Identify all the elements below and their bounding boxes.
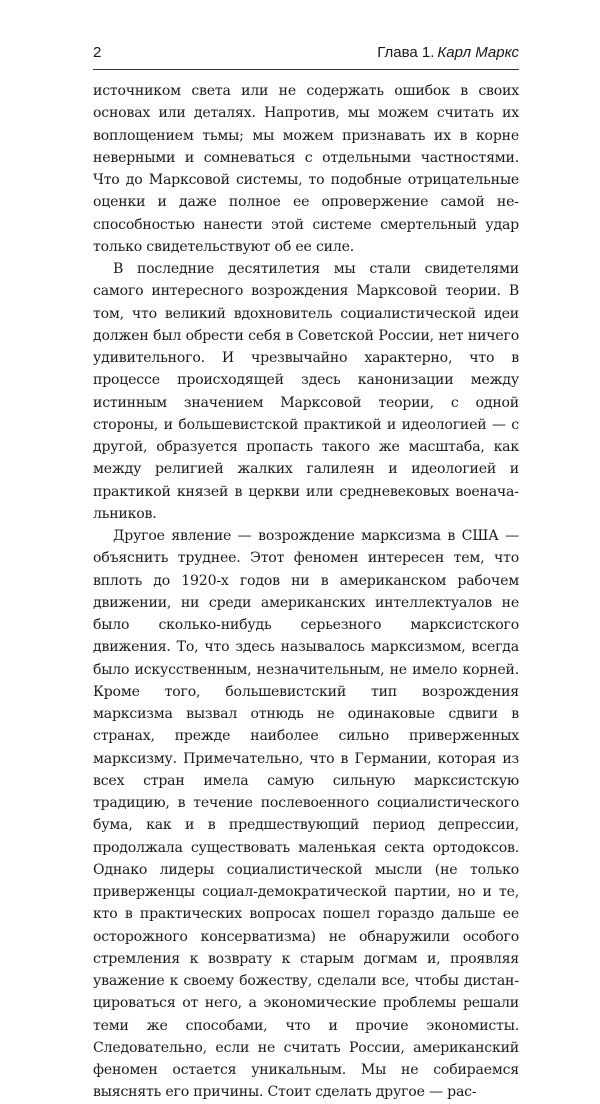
page-number: 2 (93, 44, 102, 61)
paragraph: Другое явление — возрождение марксизма в США — объяснить труднее. Этот феномен интересен тем, что вплоть до 1920-х годов ни в американском рабочем движении, ни среди американских интеллектуалов не было сколько-нибудь серьезного марксистского движения. То, что здесь называлось марксизмом, всегда было искусственным, незначительным, не имело корней. Кроме того, большевистский тип возрождения марксизма вызвал отнюдь не одинаковые сдвиги в странах, прежде наиболее сильно приверженных марксизму. Примечательно, что в Германии, которая из всех стран имела самую сильную марксистскую традицию, в течение послевоенного социалистического бума, как и в предшествующий период депрессии, продолжала существовать маленькая секта ортодоксов. Однако лидеры социалистической мысли (не только приверженцы социал-демократической партии, но и те, кто в практических вопросах пошел гораздо дальше ее осторожного консерватизма) не обнаружили особого стремления к возврату к старым догмам и, проявляя уважение к своему божеству, сделали все, чтобы дистанцироваться от него, а экономические проблемы решали теми же способами, что и прочие экономисты. Следовательно, если не считать России, американский феномен остается уникальным. Мы не собираемся выяснять его причины. Стоит сделать другое — рас- (93, 528, 519, 1101)
page-body (93, 80, 519, 1104)
chapter-title: Карл Маркс (437, 44, 519, 61)
running-header (93, 42, 519, 64)
header-divider (93, 69, 519, 70)
running-head (377, 42, 519, 64)
paragraph: В последние десятилетия мы стали свидетелями самого интересного возрождения Марксовой теории. В том, что великий вдохновитель социалистической идеи должен был обрести себя в Советской России, нет ничего удивительного. И чрезвычайно характерно, что в процессе происходящей здесь канонизации между истинным значением Марксовой теории, с одной стороны, и большевистской практикой и идеологией — с другой, образуется пропасть такого же масштаба, как между религией жалких галилеян и идеологией и практикой князей в церкви или средневековых военачальников. (93, 261, 519, 522)
chapter-label: Глава 1. (377, 44, 435, 61)
paragraph-continued: источником света или не содержать ошибок в своих основах или деталях. Напротив, мы можем считать их воплощением тьмы; мы можем признавать их в корне неверными и сомневаться с отдельными частностями. Что до Марксовой системы, то подобные отрицательные оценки и даже полное ее опровержение самой неспособностью нанести этой системе смертельный удар только свидетельствуют об ее силе. (93, 83, 519, 255)
